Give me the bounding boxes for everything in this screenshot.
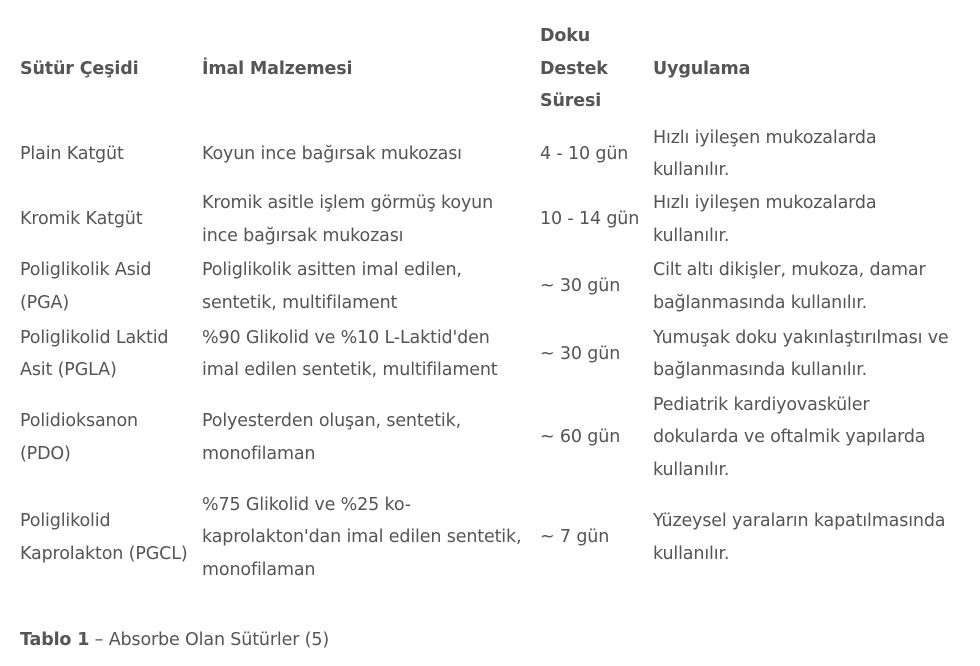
cell-support: 4 - 10 gün (540, 143, 629, 164)
table-row (14, 321, 964, 388)
cell-usage: Pediatrik kardiyovasküler dokularda ve oftalmik yapılarda kullanılır. (653, 394, 926, 480)
cell-type: Poliglikolid Laktid Asit (PGLA) (20, 327, 169, 380)
cell-material: Polyesterden oluşan, sentetik, monofilaman (202, 411, 462, 464)
table-row (14, 187, 964, 253)
header-support: Doku Destek Süresi (540, 26, 608, 111)
cell-usage: Yüzeysel yaraların kapatılmasında kullanılır. (653, 511, 946, 564)
table-row (14, 122, 964, 187)
cell-support: 10 - 14 gün (540, 209, 640, 230)
cell-material: %75 Glikolid ve %25 ko-kaprolakton'dan imal edilen sentetik, monofilaman (202, 494, 522, 580)
cell-type: Polidioksanon (PDO) (20, 411, 138, 464)
cell-type: Poliglikolid Kaprolakton (PGCL) (20, 511, 188, 564)
table-row (14, 388, 964, 488)
cell-type: Poliglikolik Asid (PGA) (20, 260, 152, 313)
suture-table (14, 20, 964, 588)
table-header (14, 20, 964, 122)
table-row (14, 488, 964, 588)
cell-material: %90 Glikolid ve %10 L-Laktid'den imal edilen sentetik, multifilament (202, 327, 498, 380)
cell-material: Koyun ince bağırsak mukozası (202, 143, 462, 164)
cell-support: ~ 30 gün (540, 276, 621, 297)
cell-usage: Yumuşak doku yakınlaştırılması ve bağlanmasında kullanılır. (653, 327, 949, 380)
table-body (14, 122, 964, 588)
cell-usage: Hızlı iyileşen mukozalarda kullanılır. (653, 193, 877, 246)
cell-material: Poliglikolik asitten imal edilen, sentetik, multifilament (202, 260, 462, 313)
caption-label: Tablo 1 (20, 630, 90, 650)
cell-type: Kromik Katgüt (20, 209, 143, 230)
cell-type: Plain Katgüt (20, 143, 124, 164)
header-material: İmal Malzemesi (202, 58, 353, 79)
cell-support: ~ 7 gün (540, 527, 610, 548)
cell-support: ~ 60 gün (540, 427, 621, 448)
header-usage: Uygulama (653, 58, 751, 79)
table-caption (20, 624, 329, 656)
cell-material: Kromik asitle işlem görmüş koyun ince bağırsak mukozası (202, 193, 494, 246)
header-row (14, 20, 964, 122)
caption-text: – Absorbe Olan Sütürler (5) (89, 630, 330, 650)
cell-usage: Hızlı iyileşen mukozalarda kullanılır. (653, 127, 877, 180)
cell-usage: Cilt altı dikişler, mukoza, damar bağlanmasında kullanılır. (653, 260, 926, 313)
header-type: Sütür Çeşidi (20, 58, 139, 79)
table-row (14, 253, 964, 321)
cell-support: ~ 30 gün (540, 343, 621, 364)
